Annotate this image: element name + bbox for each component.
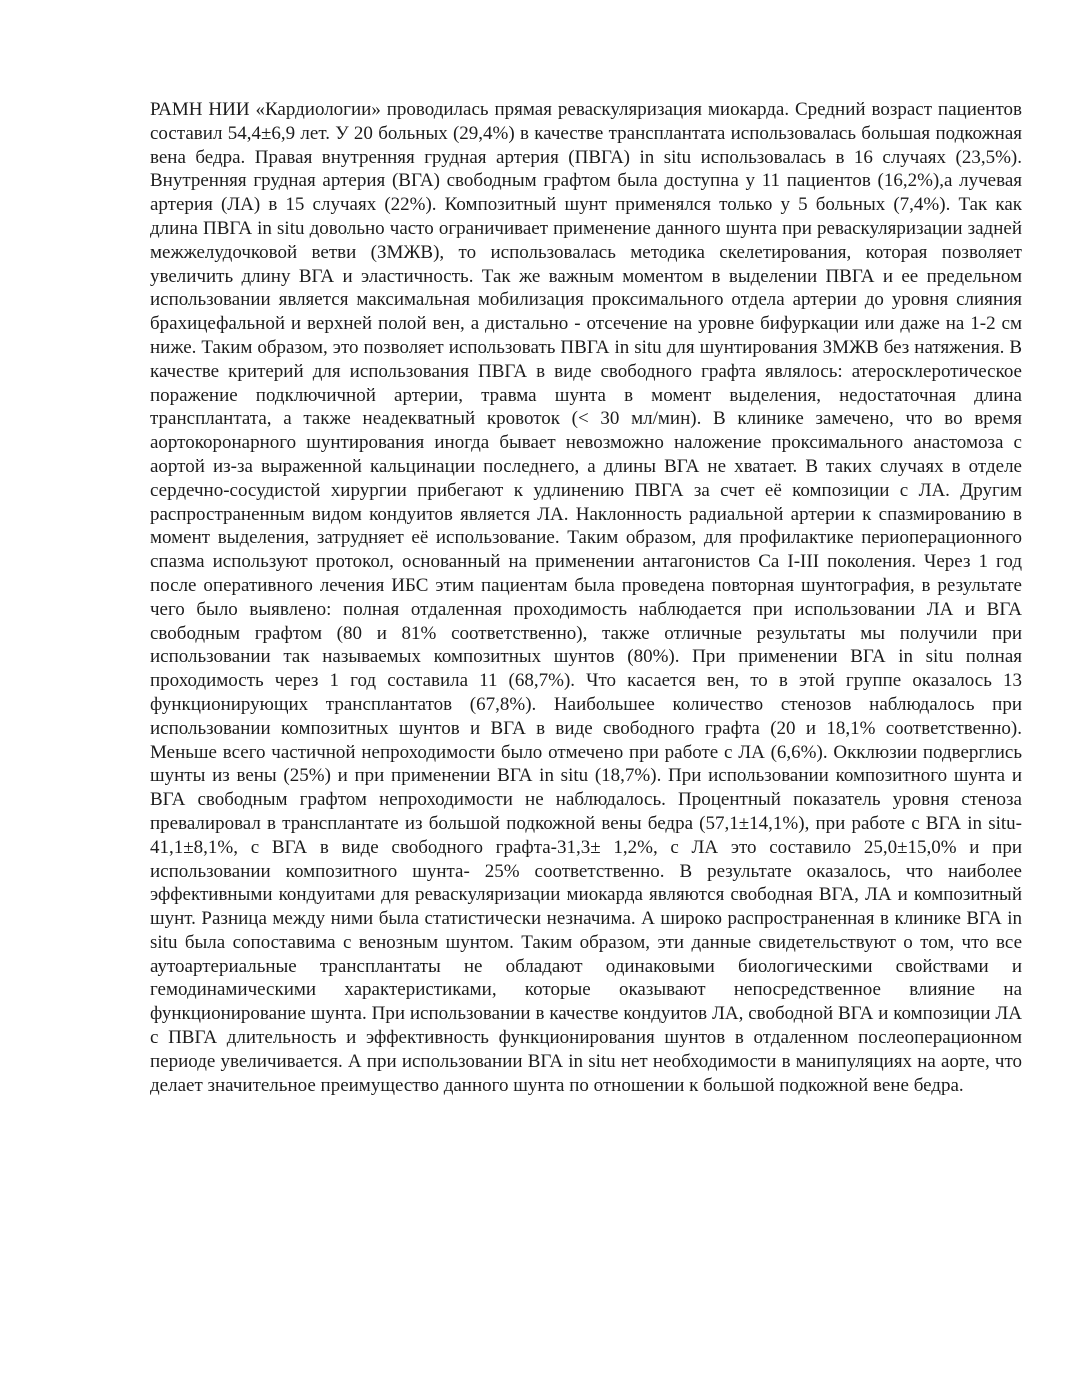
document-page bbox=[150, 98, 1022, 1097]
body-paragraph: РАМН НИИ «Кардиологии» проводилась прямая реваскуляризация миокарда. Средний возраст пациентов составил 54,4±6,9 лет. У 20 больных (29,4%) в качестве трансплантата использовалась большая подкожная вена бедра. Правая внутренняя грудная артерия (ПВГА) in situ использовалась в 16 случаях (23,5%). Внутренняя грудная артерия (ВГА) свободным графтом была доступна у 11 пациентов (16,2%),а лучевая артерия (ЛА) в 15 случаях (22%). Композитный шунт применялся только у 5 больных (7,4%). Так как длина ПВГА in situ довольно часто ограничивает применение данного шунта при реваскуляризации задней межжелудочковой ветви (ЗМЖВ), то использовалась методика скелетирования, которая позволяет увеличить длину ВГА и эластичность. Так же важным моментом в выделении ПВГА и ее предельном использовании является максимальная мобилизация проксимального отдела артерии до уровня слияния брахицефальной и верхней полой вен, а дистально - отсечение на уровне бифуркации или даже на 1-2 см ниже. Таким образом, это позволяет использовать ПВГА in situ для шунтирования ЗМЖВ без натяжения. В качестве критерий для использования ПВГА в виде свободного графта являлось: атеросклеротическое поражение подключичной артерии, травма шунта в момент выделения, недостаточная длина трансплантата, а также неадекватный кровоток (< 30 мл/мин). В клинике замечено, что во время аортокоронарного шунтирования иногда бывает невозможно наложение проксимального анастомоза с аортой из-за выраженной кальцинации последнего, а длины ВГА не хватает. В таких случаях в отделе сердечно-сосудистой хирургии прибегают к удлинению ПВГА за счет её композиции с ЛА. Другим распространенным видом кондуитов является ЛА. Наклонность радиальной артерии к спазмированию в момент выделения, затрудняет её использование. Таким образом, для профилактике периоперационного спазма используют протокол, основанный на применении антагонистов Са I-III поколения. Через 1 год после оперативного лечения ИБС этим пациентам была проведена повторная шунтография, в результате чего было выявлено: полная отдаленная проходимость наблюдается при использовании ЛА и ВГА свободным графтом (80 и 81% соответственно), также отличные результаты мы получили при использовании так называемых композитных шунтов (80%). При применении ВГА in situ полная проходимость через 1 год составила 11 (68,7%). Что касается вен, то в этой группе оказалось 13 функционирующих трансплантатов (67,8%). Наибольшее количество стенозов наблюдалось при использовании композитных шунтов и ВГА в виде свободного графта (20 и 18,1% соответственно). Меньше всего частичной непроходимости было отмечено при работе с ЛА (6,6%). Окклюзии подверглись шунты из вены (25%) и при применении ВГА in situ (18,7%). При использовании композитного шунта и ВГА свободным графтом непроходимости не наблюдалось. Процентный показатель уровня стеноза превалировал в трансплантате из большой подкожной вены бедра (57,1±14,1%), при работе с ВГА in situ- 41,1±8,1%, с ВГА в виде свободного графта-31,3± 1,2%, с ЛА это составило 25,0±15,0% и при использовании композитного шунта- 25% соответственно. В результате оказалось, что наиболее эффективными кондуитами для реваскуляризации миокарда являются свободная ВГА, ЛА и композитный шунт. Разница между ними была статистически незначима. А широко распространенная в клинике ВГА in situ была сопоставима с венозным шунтом. Таким образом, эти данные свидетельствуют о том, что все аутоартериальные трансплантаты не обладают одинаковыми биологическими свойствами и гемодинамическими характеристиками, которые оказывают непосредственное влияние на функционирование шунта. При использовании в качестве кондуитов ЛА, свободной ВГА и композиции ЛА с ПВГА длительность и эффективность функционирования шунтов в отдаленном послеоперационном периоде увеличивается. А при использовании ВГА in situ нет необходимости в манипуляциях на аорте, что делает значительное преимущество данного шунта по отношении к большой подкожной вене бедра. bbox=[150, 99, 1022, 1096]
